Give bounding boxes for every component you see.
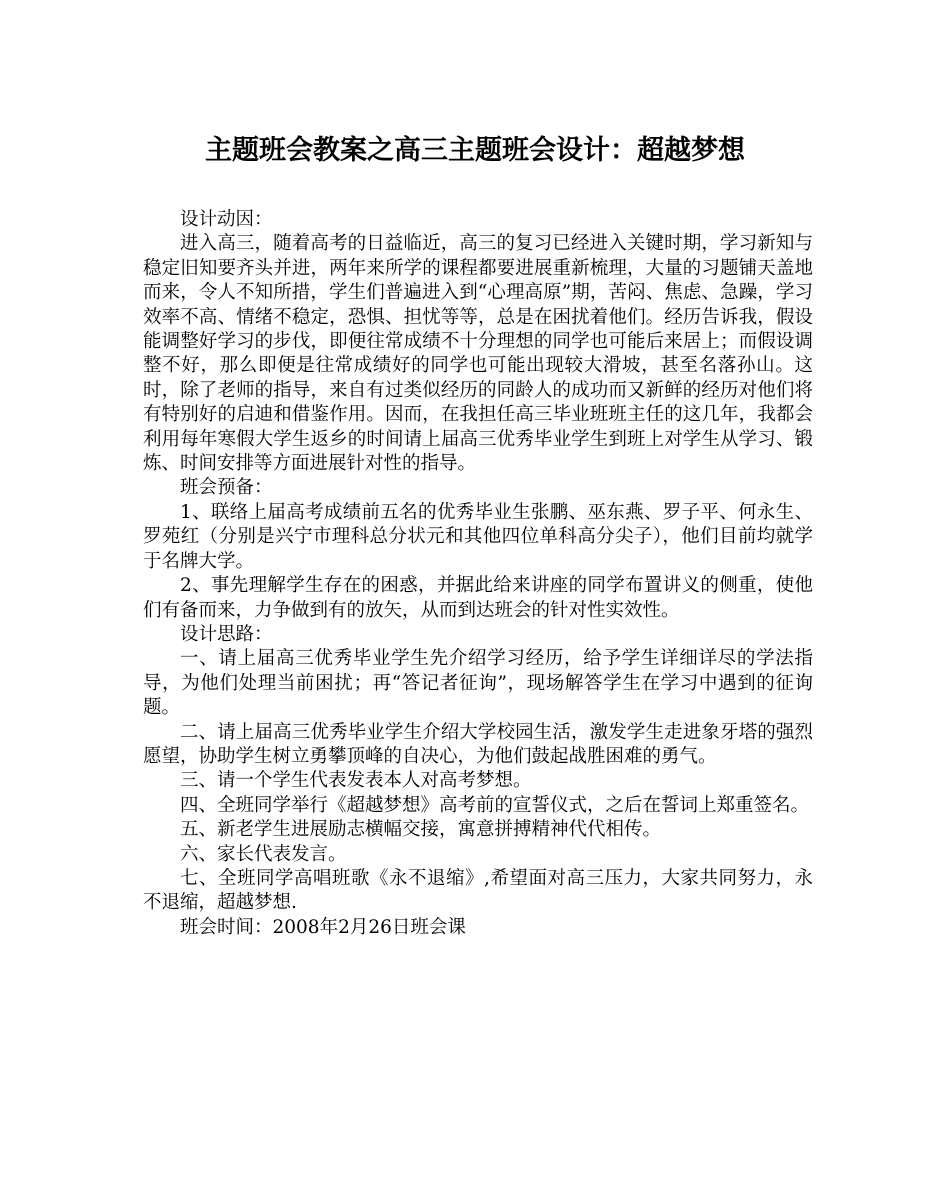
idea-item-4: 四、全班同学举行《超越梦想》高考前的宣誓仪式，之后在誓词上郑重签名。 xyxy=(180,794,810,816)
idea-item-3: 三、请一个学生代表发表本人对高考梦想。 xyxy=(180,770,532,792)
heading-design-ideas: 设计思路： xyxy=(180,623,273,645)
idea-item-2: 二、请上届高三优秀毕业学生介绍大学校园生活，激发学生走进象牙塔的强烈愿望，协助学生树立勇攀顶峰的自决心，为他们鼓起战胜困难的勇气。 xyxy=(143,721,813,767)
idea-item-1: 一、请上届高三优秀毕业学生先介绍学习经历，给予学生详细详尽的学法指导，为他们处理当前困扰；再“答记者征询”，现场解答学生在学习中遇到的征询题。 xyxy=(143,648,813,719)
preparation-item-1: 1、联络上届高考成绩前五名的优秀毕业生张鹏、巫东燕、罗子平、何永生、罗苑红（分别是兴宁市理科总分状元和其他四位单科高分尖子），他们目前均就学于名牌大学。 xyxy=(143,501,813,572)
heading-preparation: 班会预备： xyxy=(180,477,273,499)
preparation-item-2: 2、事先理解学生存在的困惑，并据此给来讲座的同学布置讲义的侧重，使他们有备而来，力争做到有的放矢，从而到达班会的针对性实效性。 xyxy=(143,575,813,621)
meeting-time: 班会时间：2008年2月26日班会课 xyxy=(180,916,466,938)
idea-item-7: 七、全班同学高唱班歌《永不退缩》,希望面对高三压力，大家共同努力，永不退缩，超越梦想. xyxy=(143,867,813,914)
idea-item-6: 六、家长代表发言。 xyxy=(180,843,347,865)
heading-design-motive: 设计动因： xyxy=(180,209,273,230)
idea-item-5: 五、新老学生进展励志横幅交接，寓意拼搏精神代代相传。 xyxy=(180,819,662,841)
paragraph-design-motive: 进入高三，随着高考的日益临近，高三的复习已经进入关键时期，学习新知与稳定旧知要齐头并进，两年来所学的课程都要进展重新梳理，大量的习题铺天盖地而来，令人不知所措，学生们普遍进入到“心理高原”期，苦闷、焦虑、急躁，学习效率不高、情绪不稳定，恐惧、担忧等等，总是在困扰着他们。经历告诉我，假设能调整好学习的步伐，即便往常成绩不十分理想的同学也可能后来居上；而假设调整不好，那么即便是往常成绩好的同学也可能出现较大滑坡，甚至名落孙山。这时，除了老师的指导，来自有过类似经历的同龄人的成功而又新鲜的经历对他们将有特别好的启迪和借鉴作用。因而，在我担任高三毕业班班主任的这几年，我都会利用每年寒假大学生返乡的时间请上届高三优秀毕业学生到班上对学生从学习、锻炼、时间安排等方面进展针对性的指导。 xyxy=(143,233,813,475)
document-title: 主题班会教案之高三主题班会设计：超越梦想 xyxy=(205,135,745,166)
document-body xyxy=(143,208,813,940)
